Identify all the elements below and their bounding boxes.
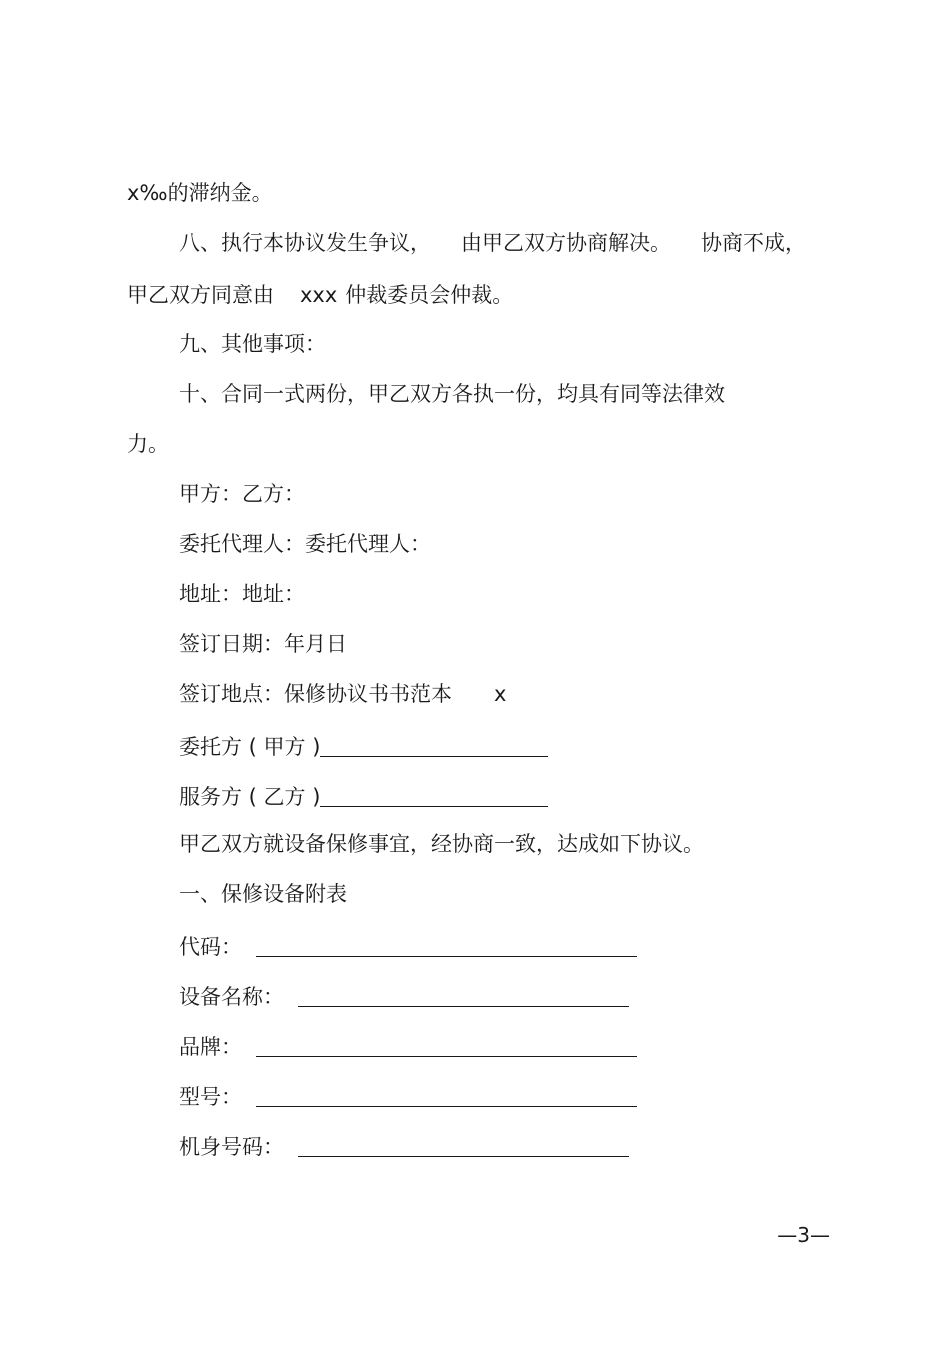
clause-9-line: 九、其他事项： [179, 332, 326, 356]
sign-date-line: 签订日期：年月日 [179, 632, 347, 656]
serial-blank[interactable] [298, 1134, 629, 1157]
address-line: 地址：地址： [179, 582, 305, 606]
section-1-heading: 一、保修设备附表 [179, 882, 347, 906]
brand-field-line: 品牌： [179, 1031, 637, 1060]
code-blank[interactable] [256, 934, 637, 957]
model-field-line: 型号： [179, 1081, 637, 1110]
page-number: —3— [777, 1223, 830, 1247]
clause-10-line-2: 力。 [127, 432, 169, 456]
serial-field-line: 机身号码： [179, 1131, 629, 1160]
client-line: 委托方 ( 甲方 ) [179, 731, 548, 760]
device-name-blank[interactable] [298, 984, 629, 1007]
clause-10-line-1: 十、合同一式两份，甲乙双方各执一份，均具有同等法律效 [179, 382, 725, 406]
party-line: 甲方：乙方： [179, 482, 305, 506]
service-provider-blank[interactable] [320, 784, 548, 807]
service-provider-line: 服务方 ( 乙方 ) [179, 781, 548, 810]
clause-8-line-2: 甲乙双方同意由 xxx 仲裁委员会仲裁。 [127, 283, 514, 307]
agent-line: 委托代理人：委托代理人： [179, 532, 431, 556]
code-field-line: 代码： [179, 931, 637, 960]
agreement-intro-line: 甲乙双方就设备保修事宜，经协商一致，达成如下协议。 [179, 832, 704, 856]
late-fee-line: x‰的滞纳金。 [127, 181, 273, 205]
brand-blank[interactable] [256, 1034, 637, 1057]
device-name-field-line: 设备名称： [179, 981, 629, 1010]
clause-8-line-1: 八、执行本协议发生争议， 由甲乙双方协商解决。 协商不成， [179, 231, 806, 255]
sign-place-line: 签订地点：保修协议书书范本 x [179, 682, 507, 706]
client-blank[interactable] [320, 734, 548, 757]
model-blank[interactable] [256, 1084, 637, 1107]
